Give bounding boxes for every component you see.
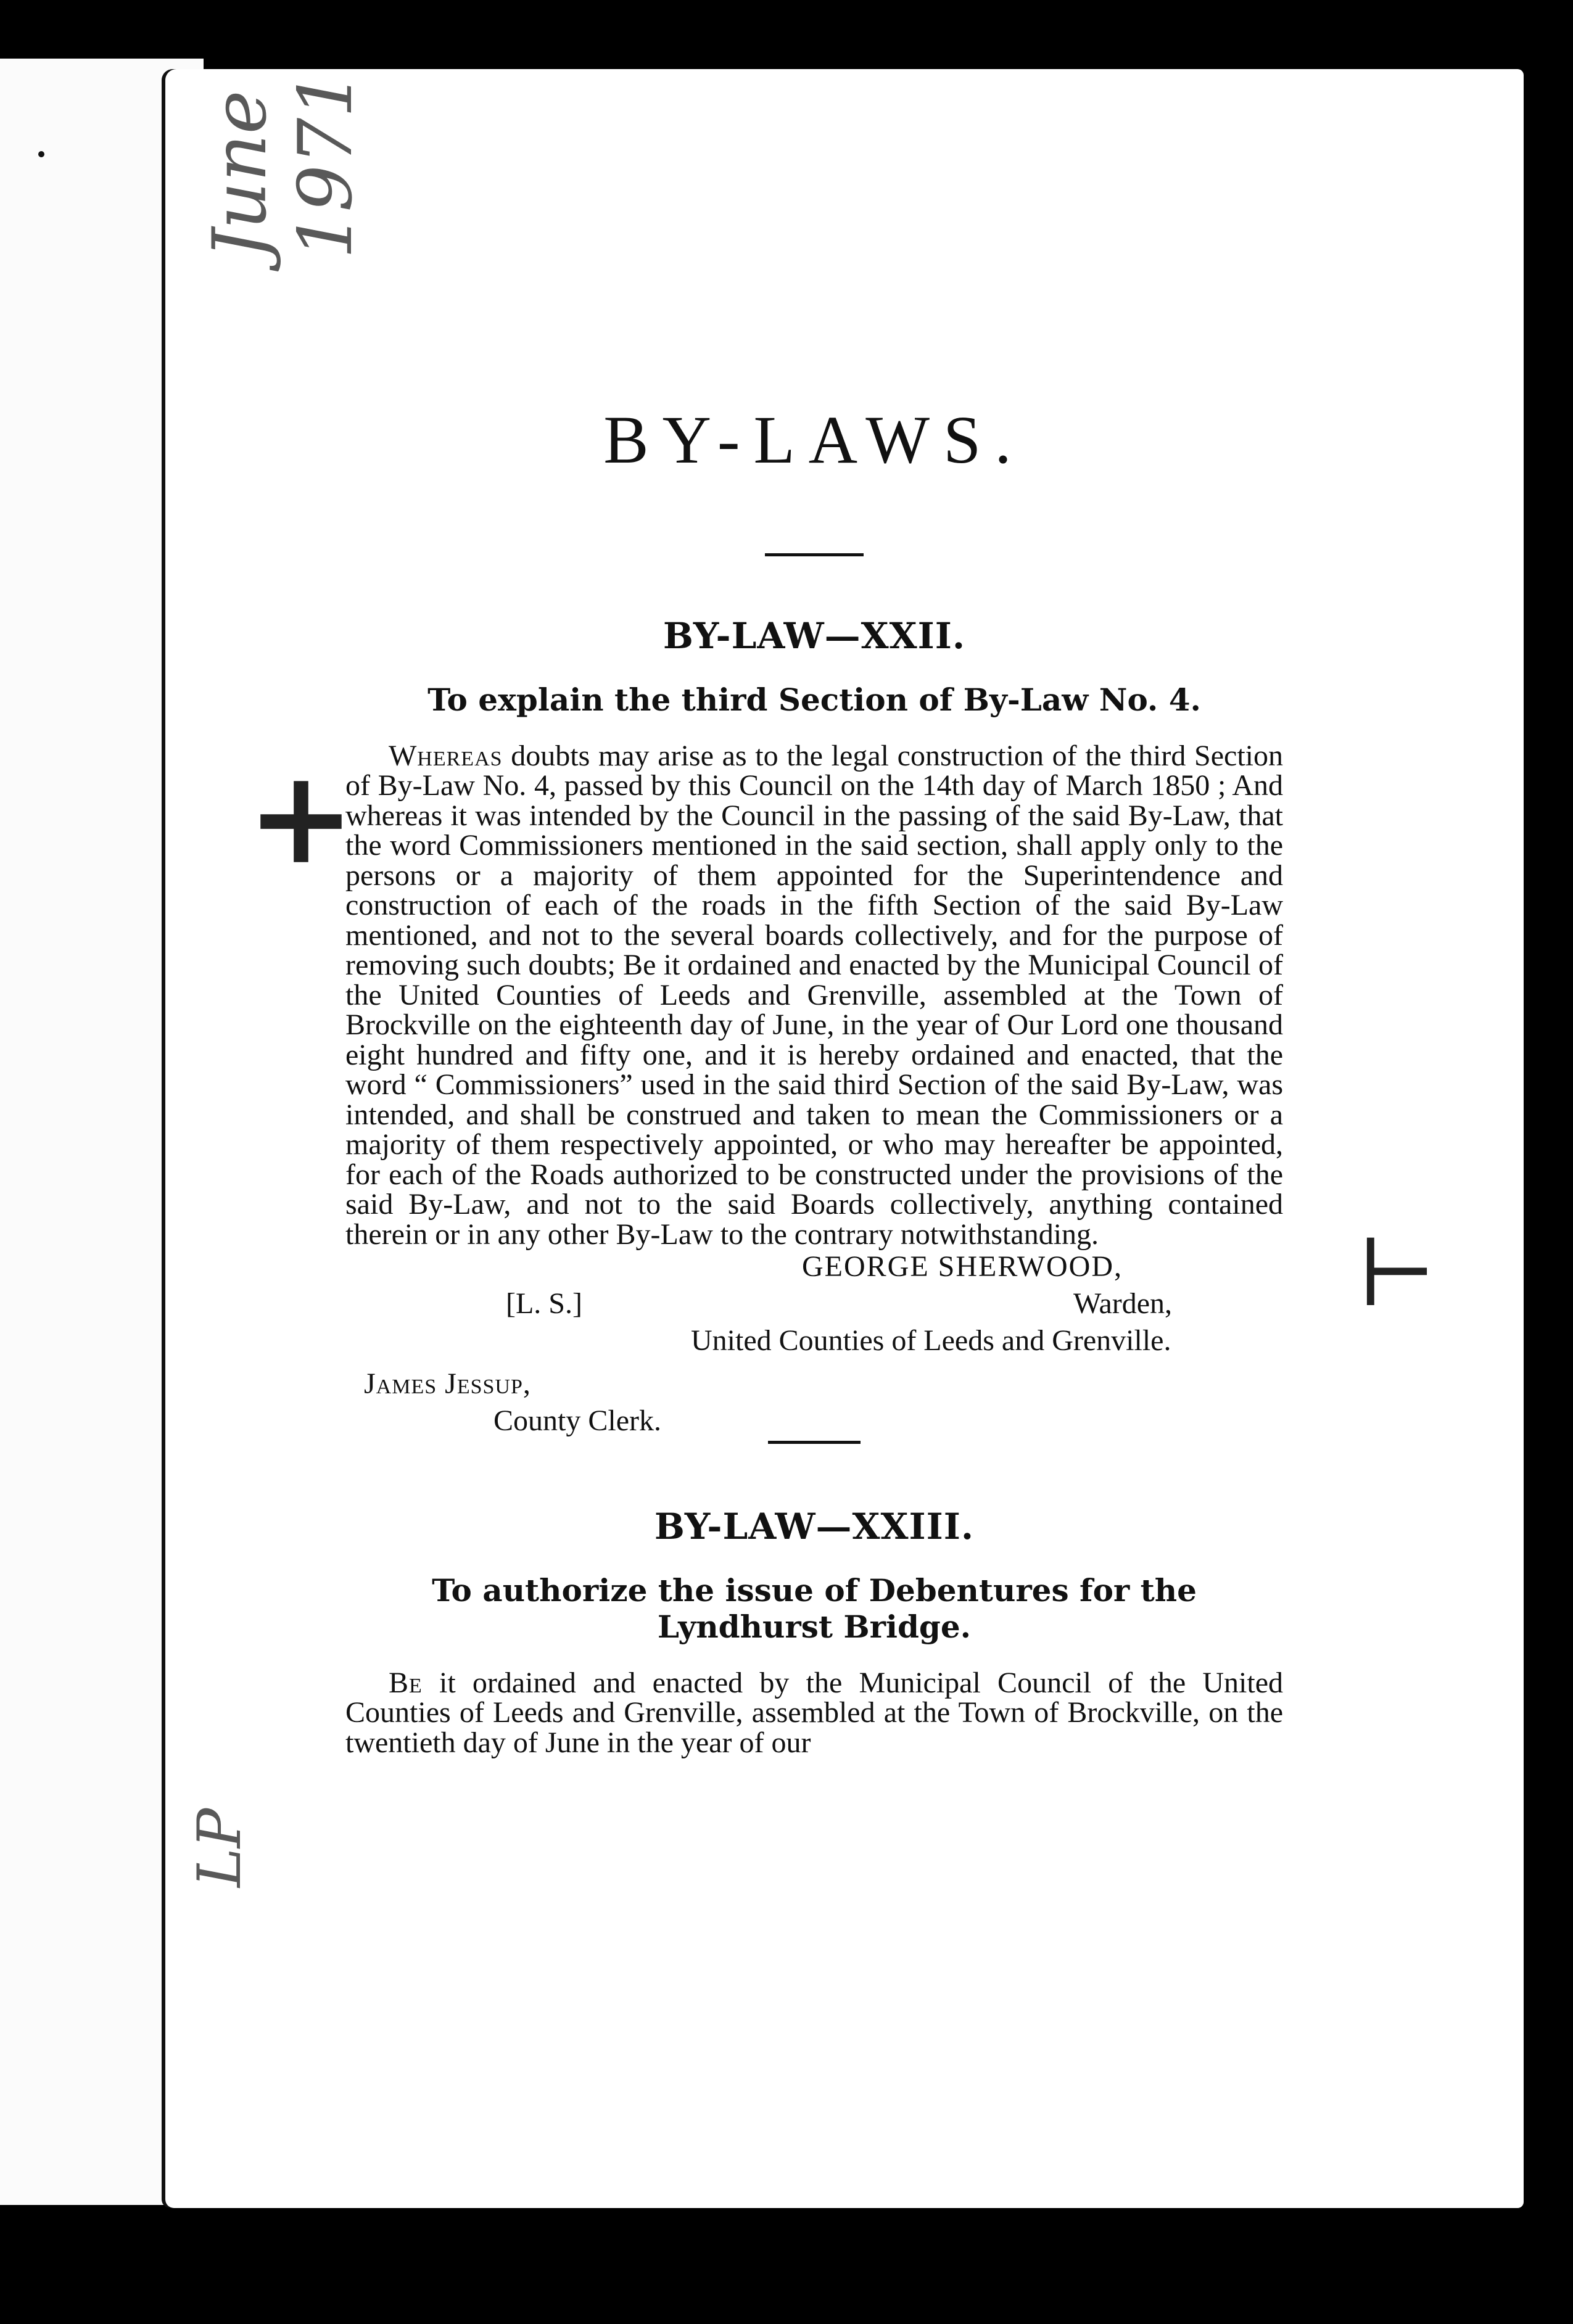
seal-mark: [L. S.]: [506, 1287, 582, 1320]
handwritten-date-note: June 1971: [197, 70, 369, 259]
bylaw-22-heading: BY-LAW—XXII.: [663, 615, 966, 657]
section-divider: [768, 1441, 861, 1447]
bylaw-23-subheading: To authorize the issue of Debentures for the Lyndhurst Bridge.: [432, 1572, 1197, 1645]
bylaw-23-body: [345, 1668, 1283, 1758]
bylaw-22-section: [345, 615, 1284, 1437]
handwritten-lp-note: LP: [185, 1808, 254, 1887]
clerk-title: County Clerk.: [493, 1404, 661, 1437]
bylaw-22-lead-word: Whereas: [389, 740, 503, 772]
bylaw-23-text: it ordained and enacted by the Municipal Council of the United Counties of Leeds and Grenville, assembled at the Town of Brockville, on the twentieth day of June in the year of our: [345, 1666, 1284, 1759]
signature-block: [345, 1250, 1283, 1437]
warden-name: GEORGE SHERWOOD,: [802, 1250, 1123, 1283]
bylaw-23-section: [345, 1506, 1283, 1758]
ink-speck: [38, 151, 44, 157]
bylaw-22-body: [345, 741, 1283, 1250]
warden-counties: United Counties of Leeds and Grenville.: [691, 1324, 1171, 1357]
bylaw-23-lead-word: Be: [389, 1666, 423, 1699]
bylaw-22-text: doubts may arise as to the legal construction of the third Section of By-Law No. 4, passed by this Council on the 14th day of March 1850 ; And whereas it was intended by the Council in the passing of the said By-Law, that the word Commissioners mentioned in the said section, shall apply only to the persons or a majority of them appointed for the Superintendence and construction of each of the roads in the fifth Section of the said By-Law mentioned, and not to the several boards collectively, and for the purpose of removing such doubts; Be it ordained and enacted by the Municipal Council of the United Counties of Leeds and Grenville, assembled at the Town of Brockville on the eighteenth day of June, in the year of Our Lord one thousand eight hundred and fifty one, and it is hereby ordained and enacted, that the word “ Commissioners” used in the said third Section of the said By-Law, was intended, and shall be construed and taken to mean the Commissioners or a majority of them respectively appointed, or who may hereafter be appointed, for each of the Roads authorized to be constructed under the provisions of the said By-Law, and not to the said Boards collectively, anything contained therein or in any other By-Law to the contrary notwithstanding.: [345, 740, 1284, 1251]
page-content: [345, 401, 1283, 1758]
tick-mark: ⊢: [1357, 1220, 1437, 1327]
bylaw-22-subheading: To explain the third Section of By-Law No. 4.: [427, 682, 1201, 718]
warden-title: Warden,: [1073, 1287, 1173, 1320]
bylaw-23-heading: BY-LAW—XXIII.: [654, 1505, 975, 1547]
page-title: BY-LAWS.: [603, 402, 1025, 477]
cross-mark: +: [247, 741, 355, 893]
title-rule: [765, 553, 864, 556]
clerk-name: James Jessup,: [364, 1367, 531, 1400]
